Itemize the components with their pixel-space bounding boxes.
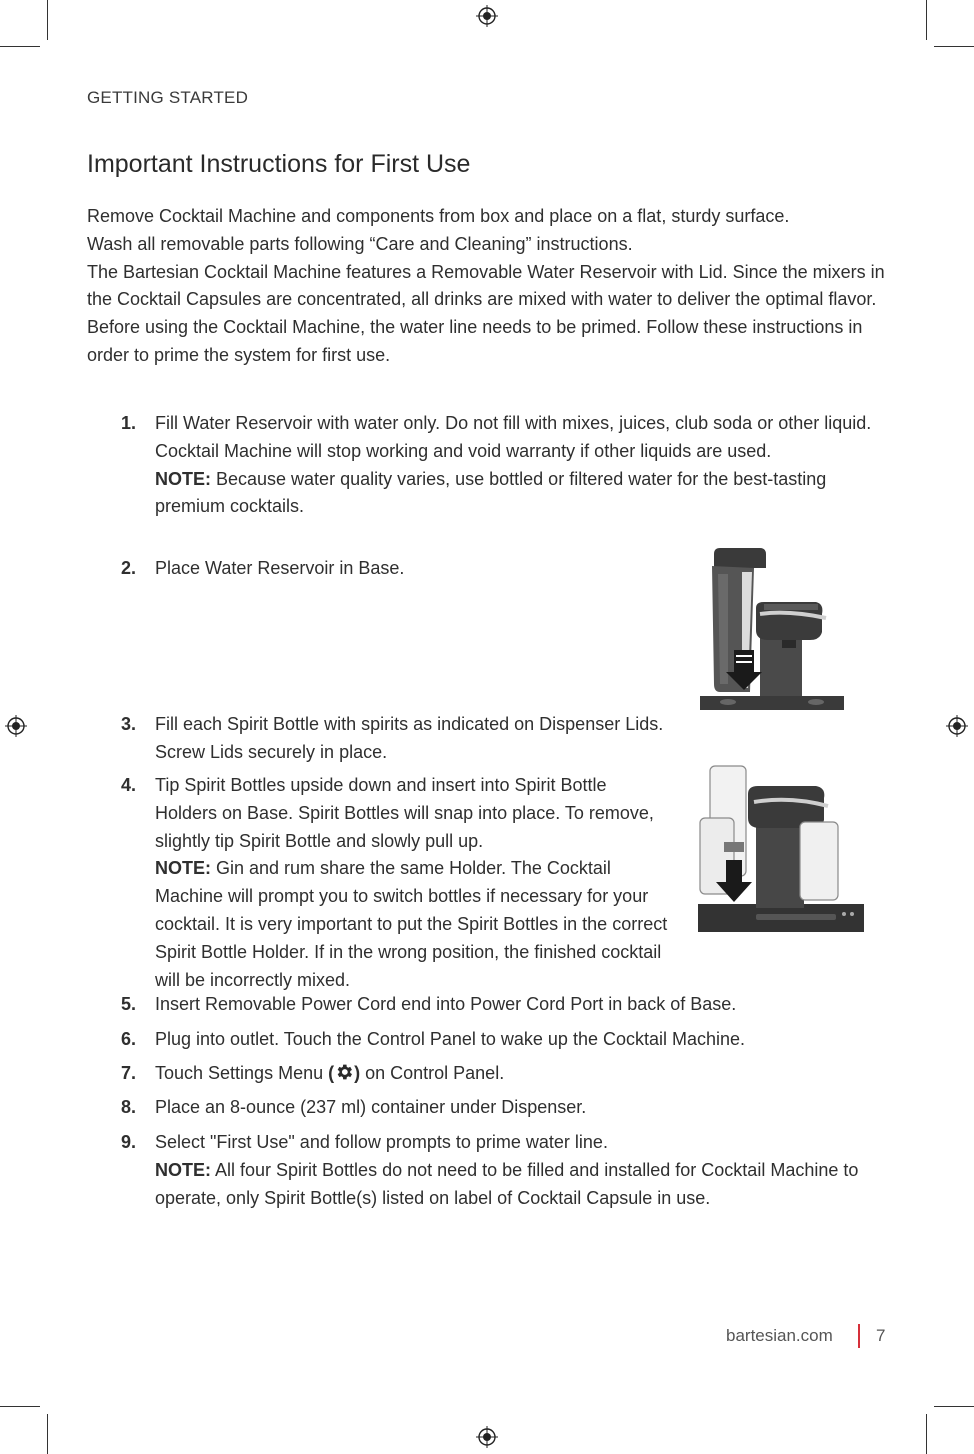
step-text: Place an 8-ounce (237 ml) container under Dispenser. [155,1097,587,1117]
step-number: 3. [121,714,137,734]
step-text: Tip Spirit Bottles upside down and insert into Spirit Bottle Holders on Base. Spirit Bottles will snap into place. To remove, slightly tip Spirit Bottle and slowly pull up. [155,775,654,851]
crop-mark [934,1406,974,1407]
intro-line: The Bartesian Cocktail Machine features a Removable Water Reservoir with Lid. Since the mixers in the Cocktail Capsules are concentrated, all drinks are mixed with water to deliver the optimal flavor. Before using the Cocktail Machine, the water line needs to be primed. Follow these instructions in order to prime the system for first use. [87,261,885,365]
note-text: All four Spirit Bottles do not need to be filled and installed for Cocktail Machine to operate, only Spirit Bottle(s) listed on label of Cocktail Capsule in use. [155,1159,859,1208]
icon-paren-open: ( [328,1063,335,1083]
crop-mark [0,46,40,47]
step-note [155,855,673,994]
step-text: Fill each Spirit Bottle with spirits as indicated on Dispenser Lids. Screw Lids securely in place. [155,714,664,762]
footer-website-link[interactable]: bartesian.com [726,1326,833,1345]
intro-line: Remove Cocktail Machine and components from box and place on a flat, sturdy surface. [87,206,790,226]
step-text: Plug into outlet. Touch the Control Panel to wake up the Cocktail Machine. [155,1029,746,1049]
note-text: Because water quality varies, use bottled or filtered water for the best-tasting premium cocktails. [155,468,827,517]
step-number: 7. [121,1063,137,1083]
intro-text [87,203,887,370]
note-label: NOTE: [155,1159,211,1180]
registration-mark-icon [476,1426,498,1448]
step-number: 1. [121,413,137,433]
section-label: GETTING STARTED [87,88,249,107]
registration-mark-icon [946,715,968,737]
icon-paren-close: ) [354,1063,361,1083]
step-note [155,466,885,522]
registration-mark-icon [5,715,27,737]
crop-mark [47,0,48,40]
step-text-after: on Control Panel. [360,1063,505,1083]
reservoir-illustration [698,544,846,710]
step-text: Insert Removable Power Cord end into Power Cord Port in back of Base. [155,994,737,1014]
step-note [155,1157,895,1213]
page-title: Important Instructions for First Use [87,150,471,178]
step-number: 2. [121,558,137,578]
step-number: 4. [121,775,137,795]
step-text: Select "First Use" and follow prompts to prime water line. [155,1132,608,1152]
step-number: 5. [121,994,137,1014]
step-text: Fill Water Reservoir with water only. Do not fill with mixes, juices, club soda or other liquid. Cocktail Machine will stop working and void warranty if other liquids are used. [155,413,872,461]
step-number: 9. [121,1132,137,1152]
spirit-bottles-illustration [696,764,868,936]
step-number: 6. [121,1029,137,1049]
footer-divider [858,1324,860,1348]
note-label: NOTE: [155,468,211,489]
step-text: Place Water Reservoir in Base. [155,558,405,578]
crop-mark [926,1414,927,1454]
registration-mark-icon [476,5,498,27]
page-number: 7 [876,1326,886,1345]
gear-icon [334,1062,354,1082]
step-number: 8. [121,1097,137,1117]
intro-line: Wash all removable parts following “Care and Cleaning” instructions. [87,233,633,254]
note-text: Gin and rum share the same Holder. The Cocktail Machine will prompt you to switch bottles if necessary for your cocktail. It is very important to put the Spirit Bottles in the correct Spirit Bottle Holder. If in the wrong position, the finished cocktail will be incorrectly mixed. [155,858,668,990]
step-text-before: Touch Settings Menu [155,1063,329,1083]
note-label: NOTE: [155,858,211,879]
crop-mark [47,1414,48,1454]
crop-mark [926,0,927,40]
step-text [155,1060,880,1088]
crop-mark [0,1406,40,1407]
crop-mark [934,46,974,47]
